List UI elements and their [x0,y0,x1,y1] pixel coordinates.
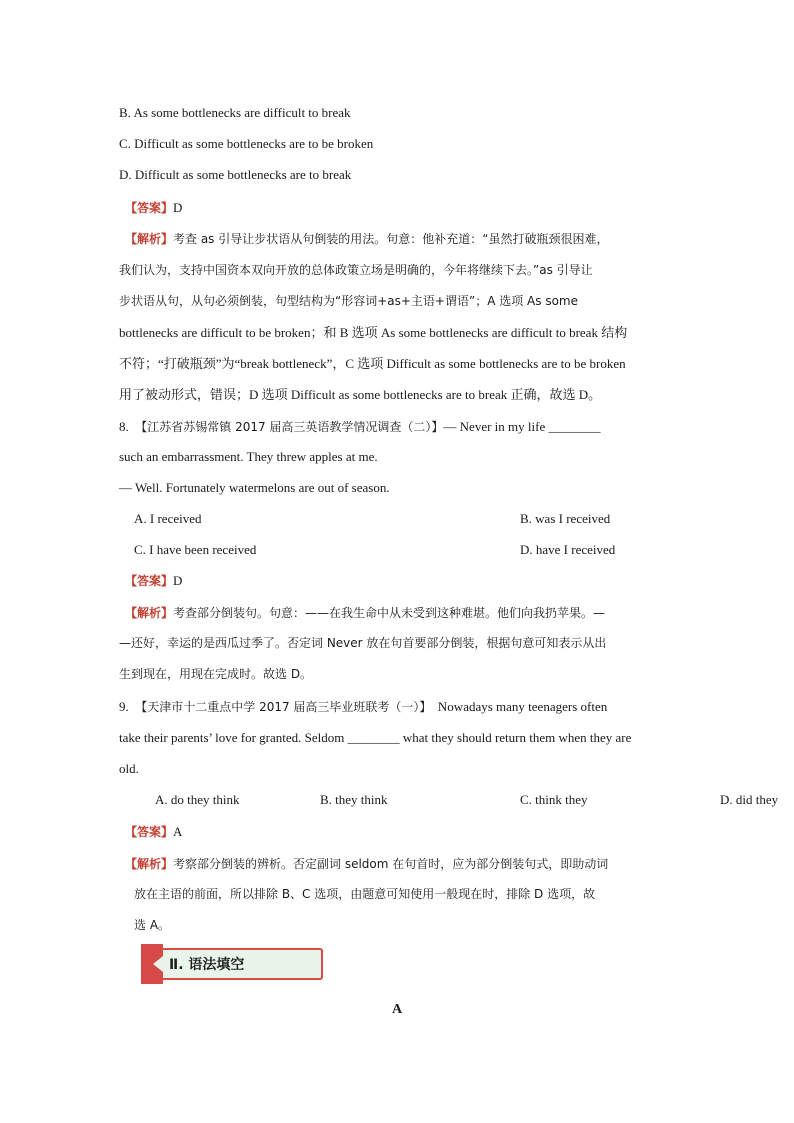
q8-source: 【江苏省苏锡常镇 2017 届高三英语教学情况调查（二）】 [135,420,444,434]
q9-stem-line-1: 9. 【天津市十二重点中学 2017 届高三毕业班联考（一）】 Nowadays many teenagers often [119,699,608,714]
q8-analysis-line-2: —还好，幸运的是西瓜过季了。否定词 Never 放在句首要部分倒装，根据句意可知表示从出 [119,636,607,650]
answer-value: A [173,824,183,839]
analysis-tag: 【解析】 [125,606,174,620]
q8-option-a: A. I received [134,511,202,526]
q8-stem-line-3: — Well. Fortunately watermelons are out of season. [119,480,390,495]
q9-number: 9. [119,699,129,714]
q9-stem-line-2: take their parents’ love for granted. Seldom ________ what they should return them when they are [119,730,632,745]
q7-answer [125,199,182,217]
q9-stem-line-3: old. [119,761,139,776]
q9-option-a: A. do they think [155,792,240,807]
q8-option-b: B. was I received [520,511,611,526]
q9-source: 【天津市十二重点中学 2017 届高三毕业班联考（一）】 [135,700,432,714]
q8-analysis-line-1: 【解析】考查部分倒装句。句意：——在我生命中从未受到这种难堪。他们向我扔苹果。— [125,606,606,620]
answer-tag: 【答案】 [125,825,174,839]
q7-option-b: B. As some bottlenecks are difficult to break [119,105,351,120]
q7-analysis-line-2: 我们认为，支持中国资本双向开放的总体政策立场是明确的，今年将继续下去。”as 引导让 [119,263,593,277]
q7-analysis-line-4: bottlenecks are difficult to be broken；和 B 选项 As some bottlenecks are difficult to break 结构 [119,325,628,340]
q9-analysis-line-2: 放在主语的前面，所以排除 B、C 选项，由题意可知使用一般现在时，排除 D 选项，故 [134,887,596,901]
answer-value: D [173,200,183,215]
q7-option-d: D. Difficult as some bottlenecks are to break [119,167,352,182]
passage-letter: A [391,1002,403,1017]
q7-analysis-line-1: 【解析】考查 as 引导让步状语从句倒装的用法。句意：他补充道：“虽然打破瓶颈很困难， [125,232,609,246]
q8-stem-line-1: 8. 【江苏省苏锡常镇 2017 届高三英语教学情况调查（二）】— Never in my life ________ [119,419,601,434]
q9-option-b: B. they think [320,792,388,807]
answer-value: D [173,573,183,588]
q7-analysis-line-6: 用了被动形式，错误；D 选项 Difficult as some bottlenecks are to break 正确，故选 D。 [119,387,602,402]
answer-tag: 【答案】 [125,574,174,588]
q9-option-d: D. did they [720,792,779,807]
q7-option-c: C. Difficult as some bottlenecks are to be broken [119,136,374,151]
q8-analysis-line-3: 生到现在，用现在完成时。故选 D。 [119,667,313,681]
q8-option-d: D. have I received [520,542,616,557]
q9-analysis-line-1: 【解析】考察部分倒装的辨析。否定副词 seldom 在句首时，应为部分倒装句式，即助动词 [125,857,609,871]
q9-option-c: C. think they [520,792,588,807]
section-banner [145,948,323,980]
q9-analysis-line-3: 选 A。 [134,918,171,932]
q8-stem-line-2: such an embarrassment. They threw apples at me. [119,449,378,464]
analysis-tag: 【解析】 [125,232,174,246]
q8-option-c: C. I have been received [134,542,257,557]
analysis-tag: 【解析】 [125,857,174,871]
q8-answer [125,572,182,590]
q9-answer [125,823,182,841]
answer-tag: 【答案】 [125,201,174,215]
q7-analysis-line-3: 步状语从句，从句必须倒装，句型结构为“形容词+as+主语+谓语”；A 选项 As some [119,294,578,308]
q7-analysis-line-5: 不符；“打破瓶颈”为“break bottleneck”，C 选项 Difficult as some bottlenecks are to be broken [119,356,626,371]
section-title: Ⅱ. 语法填空 [169,957,245,973]
q8-number: 8. [119,419,129,434]
